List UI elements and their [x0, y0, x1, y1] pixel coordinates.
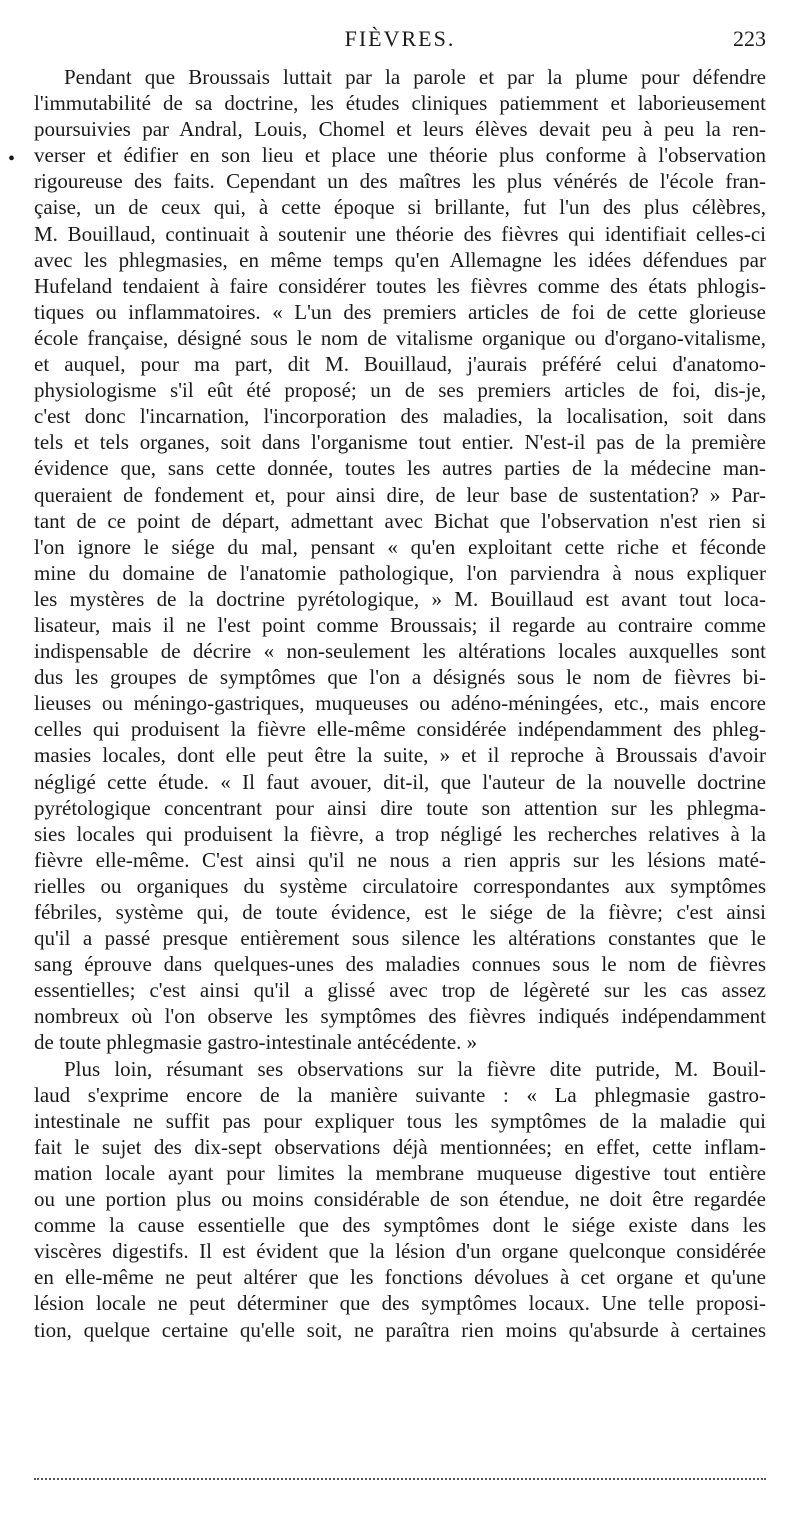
text-line: l'on ignore le siége du mal, pensant « qu'en exploitant cette riche et féconde — [34, 534, 766, 559]
text-line: mine du domaine de l'anatomie pathologique, l'on parviendra à nous expliquer — [34, 560, 766, 585]
text-line: lieuses ou méningo-gastriques, muqueuses ou adéno-méningées, etc., mais encore — [34, 691, 766, 716]
text-line: comme la cause essentielle que des symptômes dont le siége existe dans les — [34, 1213, 766, 1238]
text-line: poursuivies par Andral, Louis, Chomel et leurs élèves devait peu à peu la ren- — [34, 117, 766, 142]
text-line: Pendant que Broussais luttait par la parole et par la plume pour défendre — [64, 65, 766, 89]
text-line: en elle-même ne peut altérer que les fonctions dévolues à cet organe et qu'une — [34, 1265, 766, 1290]
text-line: lésion locale ne peut déterminer que des symptômes locaux. Une telle proposi- — [34, 1291, 766, 1316]
text-line: physiologisme s'il eût été proposé; un de ses premiers articles de foi, dis-je, — [34, 378, 766, 403]
text-line: c'est donc l'incarnation, l'incorporation des maladies, la localisation, soit dans — [34, 404, 766, 429]
text-line: nombreux où l'on observe les symptômes des fièvres indiqués indépendamment — [34, 1004, 766, 1029]
text-line: indispensable de décrire « non-seulement les altérations locales auxquelles sont — [34, 639, 766, 664]
text-line: avec les phlegmasies, en même temps qu'en Allemagne les idées défendues par — [34, 247, 766, 272]
text-line: mation locale ayant pour limites la membrane muqueuse digestive tout entière — [34, 1160, 766, 1185]
text-line: Plus loin, résumant ses observations sur la fièvre dite putride, M. Bouil- — [64, 1056, 766, 1081]
text-line: lisateur, mais il ne l'est point comme Broussais; il regarde au contraire comme — [34, 612, 766, 637]
text-line: M. Bouillaud, continuait à soutenir une théorie des fièvres qui identifiait celles-ci — [34, 221, 766, 246]
text-line: de toute phlegmasie gastro-intestinale antécédente. » — [34, 1030, 478, 1055]
text-line: rielles ou organiques du système circulatoire correspondantes aux symptômes — [34, 873, 766, 898]
text-line: fait le sujet des dix-sept observations déjà mentionnées; en effet, cette inflam- — [34, 1134, 766, 1159]
text-line: tion, quelque certaine qu'elle soit, ne paraîtra rien moins qu'absurde à certaines — [34, 1317, 766, 1342]
text-line: et auquel, pour ma part, dit M. Bouillaud, j'aurais préféré celui d'anatomo- — [34, 352, 766, 377]
text-line: Hufeland tendaient à faire considérer toutes les fièvres comme des états phlogis- — [34, 273, 766, 298]
body-text — [34, 64, 766, 1343]
text-line: fièvre elle-même. C'est ainsi qu'il ne nous a rien appris sur les lésions maté- — [34, 847, 766, 872]
text-line: verser et édifier en son lieu et place une théorie plus conforme à l'observation — [34, 143, 766, 168]
text-line: masies locales, dont elle peut être la suite, » et il reproche à Broussais d'avoir — [34, 743, 766, 768]
text-line: pyrétologique concentrant pour ainsi dire toute son attention sur les phlegma- — [34, 795, 766, 820]
text-line: qu'il a passé presque entièrement sous silence les altérations constantes que le — [34, 926, 766, 951]
page-header — [34, 26, 766, 60]
text-line: fébriles, système qui, de toute évidence, est le siége de la fièvre; c'est ainsi — [34, 900, 766, 924]
text-line: çaise, un de ceux qui, à cette époque si brillante, fut l'un des plus célèbres, — [34, 195, 766, 220]
dotted-rule — [34, 1472, 766, 1480]
text-line: queraient de fondement et, pour ainsi dire, de leur base de sustentation? » Par- — [34, 482, 766, 507]
text-line: essentielles; c'est ainsi qu'il a glissé avec trop de légèreté sur les cas assez — [34, 978, 766, 1003]
text-line: viscères digestifs. Il est évident que la lésion d'un organe quelconque considérée — [34, 1239, 766, 1264]
running-title: FIÈVRES. — [344, 26, 456, 51]
text-line: école française, désigné sous le nom de vitalisme organique ou d'organo-vitalisme, — [34, 325, 766, 350]
text-line: l'immutabilité de sa doctrine, les études cliniques patiemment et laborieusement — [34, 91, 766, 116]
text-line: dus les groupes de symptômes que l'on a désignés sous le nom de fièvres bi- — [34, 665, 766, 690]
margin-bullet: • — [8, 148, 16, 170]
page-number: 223 — [733, 26, 766, 51]
text-line: intestinale ne suffit pas pour expliquer tous les symptômes de la maladie qui — [34, 1108, 766, 1133]
text-line: évidence que, sans cette donnée, toutes les autres parties de la médecine man- — [34, 456, 766, 481]
text-line: sies locales qui produisent la fièvre, a trop négligé les recherches relatives à la — [34, 821, 766, 846]
text-line: négligé cette étude. « Il faut avouer, dit-il, que l'auteur de la nouvelle doctrine — [34, 769, 766, 794]
text-line: les mystères de la doctrine pyrétologique, » M. Bouillaud est avant tout loca- — [34, 586, 766, 611]
text-line: tiques ou inflammatoires. « L'un des premiers articles de foi de cette glorieuse — [34, 299, 766, 324]
text-line: ou une portion plus ou moins considérable de son étendue, ne doit être regardée — [34, 1187, 766, 1212]
text-line: celles qui produisent la fièvre elle-même considérée indépendamment des phleg- — [34, 717, 766, 742]
text-line: laud s'exprime encore de la manière suivante : « La phlegmasie gastro- — [34, 1082, 766, 1107]
text-line: tant de ce point de départ, admettant avec Bichat que l'observation n'est rien si — [34, 508, 766, 533]
text-line: tels et tels organes, soit dans l'organisme tout entier. N'est-il pas de la première — [34, 430, 766, 455]
text-line: rigoureuse des faits. Cependant un des maîtres les plus vénérés de l'école fran- — [34, 169, 766, 194]
text-line: sang éprouve dans quelques-unes des maladies connues sous le nom de fièvres — [34, 952, 766, 977]
